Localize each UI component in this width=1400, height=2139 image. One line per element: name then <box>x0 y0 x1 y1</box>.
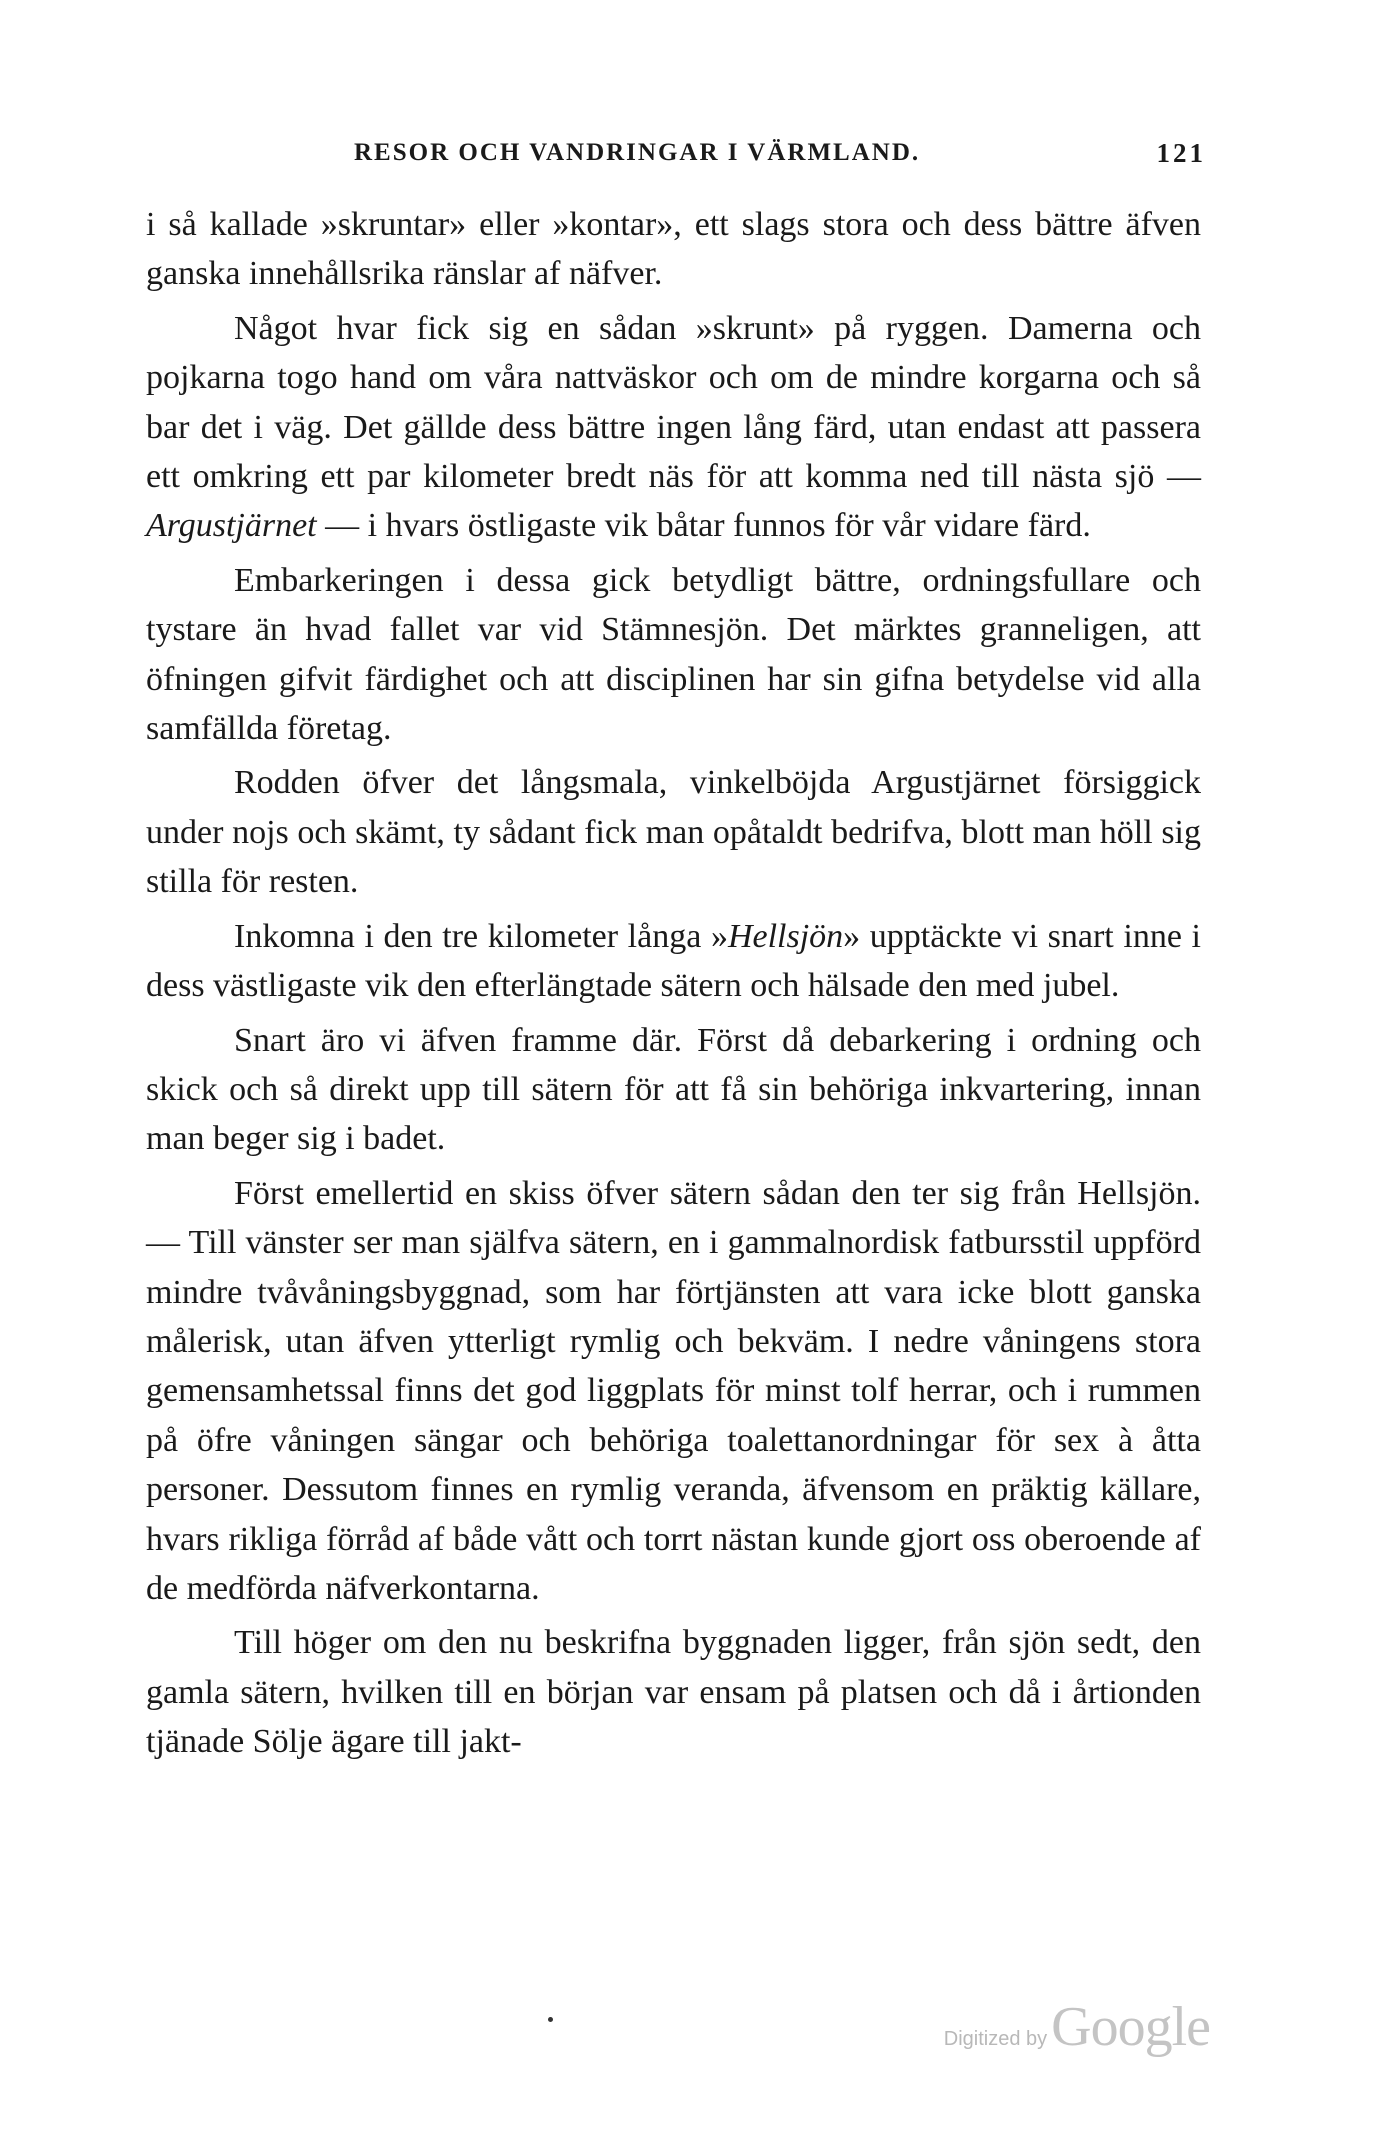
paragraph-8: Till höger om den nu beskrifna byggnaden ligger, från sjön sedt, den gamla sätern, hvilken till en början var ensam på platsen och då i årtionden tjänade Sölje ägare till jakt- <box>146 1624 1201 1761</box>
paragraph-5: Inkomna i den tre kilometer långa »Hellsjön» upptäckte vi snart inne i dess västligaste vik den efterlängtade sätern och hälsade den med jubel. <box>146 917 1201 1005</box>
body-text <box>146 200 1201 1767</box>
running-head <box>146 133 1206 173</box>
google-logo: Google <box>1051 1996 1210 2058</box>
italic-place-name: Hellsjön <box>727 917 844 955</box>
paragraph-6: Snart äro vi äfven framme där. Först då debarkering i ordning och skick och så direkt upp till sätern för att få sin behöriga inkvartering, innan man beger sig i badet. <box>146 1021 1201 1158</box>
paragraph-3: Embarkeringen i dessa gick betydligt bättre, ordningsfullare och tystare än hvad fallet var vid Stämnesjön. Det märktes granneligen, att öfningen gifvit färdighet och att disciplinen har sin gifna betydelse vid alla samfällda företag. <box>146 561 1201 748</box>
ink-speck <box>548 2017 553 2022</box>
paragraph-1: i så kallade »skruntar» eller »kontar», ett slags stora och dess bättre äfven ganska innehållsrika ränslar af näfver. <box>146 206 1201 293</box>
paragraph-2: Något hvar fick sig en sådan »skrunt» på ryggen. Damerna och pojkarna togo hand om våra nattväskor och om de mindre korgarna och så bar det i väg. Det gällde dess bättre ingen lång färd, utan endast att passera ett omkring ett par kilometer bredt näs för att komma ned till nästa sjö — Argustjärnet — i hvars östligaste vik båtar funnos för vår vidare färd. <box>146 309 1201 545</box>
watermark-prefix: Digitized by <box>943 2028 1048 2050</box>
page-number: 121 <box>1156 138 1206 168</box>
paragraph-7: Först emellertid en skiss öfver sätern sådan den ter sig från Hellsjön. — Till vänster ser man själfva sätern, en i gammalnordisk fatbursstil uppförd mindre tvåvåningsbyggnad, som har förtjänsten att vara icke blott ganska målerisk, utan äfven ytterligt rymlig och bekväm. I nedre våningens stora gemensamhetssal finns det god liggplats för minst tolf herrar, och i rummen på öfre våningen sängar och behöriga toalettanordningar för sex à åtta personer. Dessutom finnes en rymlig veranda, äfvensom en präktig källare, hvars rikliga förråd af både vått och torrt nästan kunde gjort oss oberoende af de medförda näfverkontarna. <box>146 1174 1201 1607</box>
paragraph-4: Rodden öfver det långsmala, vinkelböjda Argustjärnet försiggick under nojs och skämt, ty sådant fick man opåtaldt bedrifva, blott man höll sig stilla för resten. <box>146 764 1201 901</box>
digitization-watermark <box>944 1995 1210 2059</box>
italic-place-name: Argustjärnet <box>146 507 317 545</box>
running-title: RESOR OCH VANDRINGAR I VÄRMLAND. <box>354 139 921 166</box>
